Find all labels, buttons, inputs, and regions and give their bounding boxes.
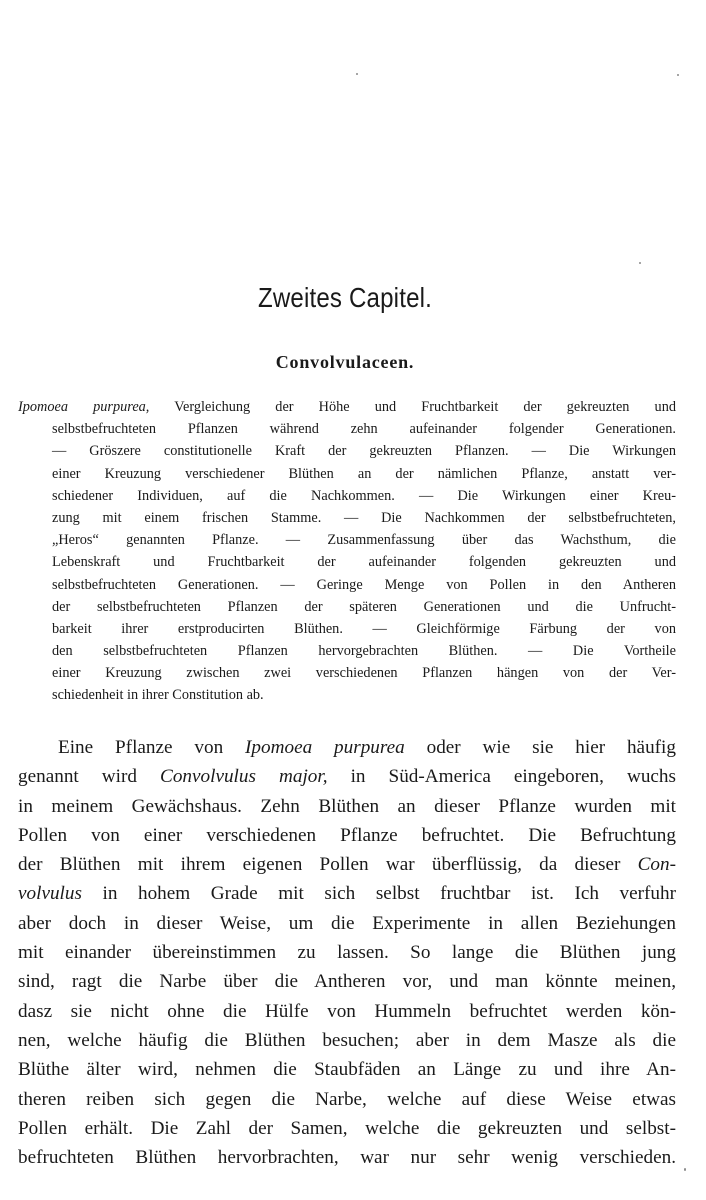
body-line: Pollen erhält. Die Zahl der Samen, welche die gekreuzten und selbst- bbox=[18, 1117, 676, 1139]
body-line: genannt wird Convolvulus major, in Süd-America eingeboren, wuchs bbox=[18, 766, 676, 788]
body-line: theren reiben sich gegen die Narbe, welche auf diese Weise etwas bbox=[18, 1088, 676, 1110]
body-paragraph bbox=[18, 733, 676, 1172]
species-name: Con- bbox=[637, 854, 676, 876]
chapter-summary bbox=[18, 396, 676, 707]
summary-species-name: Ipomoea purpurea, bbox=[18, 399, 150, 415]
summary-line: Ipomoea purpurea, Vergleichung der Höhe und Fruchtbarkeit der gekreuzten und bbox=[18, 399, 676, 415]
print-speck bbox=[639, 262, 641, 264]
body-line: Eine Pflanze von Ipomoea purpurea oder wie sie hier häufig bbox=[58, 737, 676, 758]
body-line: Blüthe älter wird, nehmen die Staubfäden an Länge zu und ihre An- bbox=[18, 1059, 676, 1081]
summary-line: selbstbefruchteten Generationen. — Geringe Menge von Pollen in den Antheren bbox=[52, 576, 676, 593]
section-title: Convolvulaceen. bbox=[275, 352, 415, 372]
summary-line: — Gröszere constitutionelle Kraft der gekreuzten Pflanzen. — Die Wirkungen bbox=[52, 443, 676, 460]
summary-line: der selbstbefruchteten Pflanzen der späteren Generationen und die Unfrucht- bbox=[52, 598, 676, 615]
species-name: volvulus bbox=[18, 883, 82, 905]
body-line: dasz sie nicht ohne die Hülfe von Hummeln befruchtet werden kön- bbox=[18, 1000, 676, 1022]
body-line: mit einander übereinstimmen zu lassen. So lange die Blüthen jung bbox=[18, 942, 676, 964]
body-line: Pollen von einer verschiedenen Pflanze befruchtet. Die Befruchtung bbox=[18, 824, 676, 846]
summary-line: schiedenheit in ihrer Constitution ab. bbox=[52, 687, 264, 704]
summary-line: schiedener Individuen, auf die Nachkommen. — Die Wirkungen einer Kreu- bbox=[52, 487, 676, 504]
summary-line: „Heros“ genannten Pflanze. — Zusammenfassung über das Wachsthum, die bbox=[52, 532, 676, 549]
print-speck bbox=[684, 1168, 686, 1171]
body-line: in meinem Gewächshaus. Zehn Blüthen an dieser Pflanze wurden mit bbox=[18, 795, 676, 817]
body-line: volvulus in hohem Grade mit sich selbst fruchtbar ist. Ich verfuhr bbox=[18, 883, 676, 905]
summary-line: zung mit einem frischen Stamme. — Die Nachkommen der selbstbefruchteten, bbox=[52, 509, 676, 526]
body-line: befruchteten Blüthen hervorbrachten, war nur sehr wenig verschieden. bbox=[18, 1147, 676, 1169]
chapter-title: Zweites Capitel. bbox=[257, 282, 433, 313]
summary-line: einer Kreuzung zwischen zwei verschiedenen Pflanzen hängen von der Ver- bbox=[52, 665, 676, 682]
body-line: sind, ragt die Narbe über die Antheren vor, und man könnte meinen, bbox=[18, 971, 676, 993]
summary-line: Lebenskraft und Fruchtbarkeit der aufeinander folgenden gekreuzten und bbox=[52, 554, 676, 571]
species-name: Ipomoea purpurea bbox=[245, 737, 405, 758]
print-speck bbox=[677, 74, 679, 76]
summary-line: einer Kreuzung verschiedener Blüthen an der nämlichen Pflanze, anstatt ver- bbox=[52, 465, 676, 482]
body-line: aber doch in dieser Weise, um die Experimente in allen Beziehungen bbox=[18, 912, 676, 934]
summary-line: barkeit ihrer erstproducirten Blüthen. — Gleichförmige Färbung der von bbox=[52, 620, 676, 637]
print-speck bbox=[356, 73, 358, 75]
body-line: nen, welche häufig die Blüthen besuchen; aber in dem Masze als die bbox=[18, 1029, 676, 1051]
body-line: der Blüthen mit ihrem eigenen Pollen war überflüssig, da dieser Con- bbox=[18, 854, 676, 876]
summary-line: den selbstbefruchteten Pflanzen hervorgebrachten Blüthen. — Die Vortheile bbox=[52, 643, 676, 660]
summary-line: selbstbefruchteten Pflanzen während zehn aufeinander folgender Generationen. bbox=[52, 421, 676, 438]
species-name: Convolvulus major, bbox=[160, 766, 328, 788]
